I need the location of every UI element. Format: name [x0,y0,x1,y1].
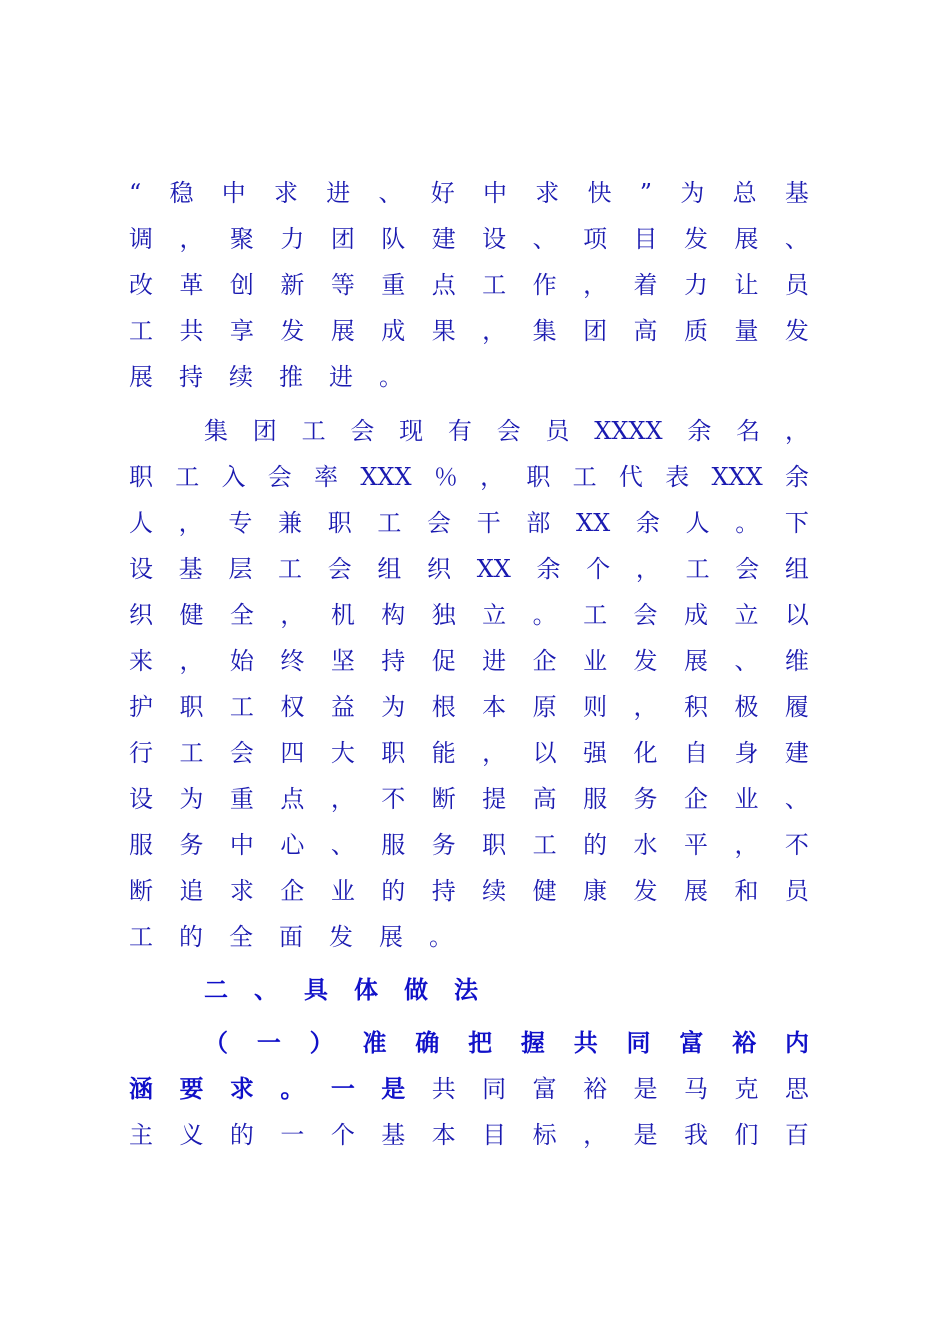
glyph: 新 [280,271,305,299]
glyph: 、 [532,225,557,253]
glyph: 思 [784,1075,809,1103]
glyph: 创 [229,271,254,299]
glyph: 下 [784,509,809,537]
glyph: 行 [129,739,153,767]
glyph: 一 [280,1121,305,1149]
glyph: 基 [381,1121,406,1149]
glyph: 内 [784,1028,809,1057]
glyph: 化 [633,739,658,767]
glyph: 。 [735,509,760,537]
glyph: 始 [229,647,254,675]
glyph: 展 [683,877,708,905]
subsection-line-2 [129,1066,809,1112]
glyph: 点 [280,785,305,813]
glyph: 。 [280,1074,305,1103]
glyph: 中 [229,831,254,859]
glyph: 层 [228,555,253,583]
glyph: 总 [732,179,757,207]
glyph: ， [480,463,505,491]
glyph: ， [633,693,658,721]
glyph: 为 [680,179,705,207]
glyph: 、 [734,647,759,675]
glyph: 以 [532,739,557,767]
glyph: 革 [179,271,204,299]
glyph: 着 [633,271,658,299]
glyph: ， [179,225,204,253]
glyph: 专 [228,509,253,537]
glyph: 会 [350,417,375,445]
glyph: 发 [683,225,708,253]
glyph: 发 [633,877,658,905]
glyph: 工 [229,693,254,721]
glyph: 发 [784,317,809,345]
glyph: 立 [482,601,507,629]
glyph: 会 [427,509,452,537]
paragraph2-line-1 [204,408,809,454]
glyph: 务 [431,831,456,859]
glyph: 克 [734,1075,759,1103]
glyph: 职 [327,509,352,537]
glyph: 终 [280,647,305,675]
glyph: 职 [129,463,153,491]
glyph: 要 [179,1074,204,1103]
glyph: 断 [431,785,456,813]
glyph: 织 [129,601,153,629]
glyph: 进 [482,647,507,675]
glyph: 员 [784,271,809,299]
glyph: 干 [476,509,501,537]
glyph: ， [179,647,204,675]
glyph: 、 [330,831,355,859]
glyph: ％ [433,463,458,491]
glyph: 心 [280,831,305,859]
paragraph2-line-2 [129,454,809,500]
paragraph2-line-10 [129,822,809,868]
glyph: 自 [683,739,708,767]
glyph: 工 [482,271,507,299]
glyph: 提 [482,785,507,813]
glyph: 聚 [229,225,254,253]
glyph: 工 [278,555,303,583]
glyph: 点 [431,271,456,299]
glyph: 进 [326,179,351,207]
glyph: 为 [381,693,406,721]
glyph: 个 [586,555,611,583]
section-heading: 二、具体做法 [204,975,504,1004]
glyph: 果 [431,317,456,345]
glyph: ， [330,785,355,813]
glyph: 一 [256,1028,281,1057]
glyph: 个 [330,1121,355,1149]
glyph: 企 [532,647,557,675]
glyph: 量 [734,317,759,345]
glyph: 设 [129,785,153,813]
glyph: 建 [431,225,456,253]
glyph: 重 [229,785,254,813]
glyph: 的 [381,877,406,905]
glyph: XX [476,555,511,583]
glyph: 表 [665,463,690,491]
paragraph1-line-4 [129,308,809,354]
glyph: XXX [711,463,763,491]
glyph: 独 [431,601,456,629]
paragraph1-line-1 [129,170,809,216]
glyph: 本 [431,1121,456,1149]
glyph: 根 [431,693,456,721]
glyph: 组 [784,555,809,583]
glyph: 求 [229,1074,254,1103]
glyph: 企 [683,785,708,813]
glyph: 力 [683,271,708,299]
glyph: 展 [330,317,355,345]
glyph: 康 [583,877,608,905]
glyph: 高 [633,317,658,345]
glyph: 务 [179,831,204,859]
glyph: 目 [633,225,658,253]
glyph: 职 [526,463,551,491]
glyph: 组 [377,555,402,583]
glyph: 极 [734,693,759,721]
glyph: 工 [301,417,326,445]
glyph: 中 [221,179,246,207]
glyph: 中 [483,179,508,207]
glyph: 稳 [169,179,194,207]
glyph: ， [583,1121,608,1149]
glyph: 以 [784,601,809,629]
glyph: 集 [204,417,228,445]
paragraph2-line-7 [129,684,809,730]
glyph: 设 [482,225,507,253]
glyph: 基 [178,555,203,583]
glyph: 集 [532,317,557,345]
glyph: 是 [633,1121,658,1149]
glyph: 设 [129,555,153,583]
glyph: 现 [399,417,424,445]
glyph: 服 [129,831,153,859]
glyph: 企 [280,877,305,905]
glyph: 基 [784,179,809,207]
glyph: 团 [583,317,608,345]
glyph: 益 [330,693,355,721]
glyph: 把 [468,1028,493,1057]
glyph: 作 [532,271,557,299]
glyph: 余 [536,555,561,583]
glyph: 员 [545,417,570,445]
glyph: 质 [683,317,708,345]
glyph: 会 [267,463,292,491]
glyph: 富 [532,1075,557,1103]
glyph: 有 [447,417,472,445]
glyph: 展 [683,647,708,675]
glyph: 富 [679,1028,704,1057]
glyph: 工 [583,601,608,629]
glyph: 积 [683,693,708,721]
glyph: 断 [129,877,153,905]
glyph: 涵 [129,1074,153,1103]
glyph: XXX [360,463,412,491]
glyph: 职 [482,831,507,859]
glyph: 让 [734,271,759,299]
glyph: 业 [734,785,759,813]
glyph: 四 [280,739,305,767]
glyph: 续 [482,877,507,905]
glyph: 名 [736,417,761,445]
glyph: 握 [520,1028,545,1057]
glyph: 业 [583,647,608,675]
glyph: 余 [687,417,712,445]
glyph: 项 [583,225,608,253]
glyph: 持 [431,877,456,905]
glyph: 改 [129,271,153,299]
glyph: 余 [784,463,809,491]
glyph: 会 [735,555,760,583]
glyph: 职 [381,739,406,767]
glyph: 代 [618,463,643,491]
glyph: 工 [572,463,597,491]
glyph: 发 [280,317,305,345]
glyph: 本 [482,693,507,721]
glyph: 义 [179,1121,204,1149]
glyph: 我 [683,1121,708,1149]
glyph: 百 [784,1121,809,1149]
glyph: 不 [381,785,406,813]
glyph: 快 [587,179,612,207]
subsection-heading-line [204,1020,809,1066]
glyph: 健 [179,601,204,629]
glyph: 和 [734,877,759,905]
glyph: 共 [573,1028,598,1057]
glyph: 坚 [330,647,355,675]
glyph: 工 [179,739,204,767]
glyph: ， [178,509,203,537]
paragraph2-line-6 [129,638,809,684]
glyph: 立 [734,601,759,629]
glyph: 会 [496,417,521,445]
glyph: 平 [683,831,708,859]
glyph: 等 [330,271,355,299]
glyph: 成 [683,601,708,629]
paragraph2-line-5 [129,592,809,638]
glyph: ， [635,555,660,583]
glyph: ， [734,831,759,859]
glyph: 服 [583,785,608,813]
glyph: 重 [381,271,406,299]
glyph: 强 [583,739,608,767]
paragraph2-line-8 [129,730,809,776]
glyph: 同 [626,1028,651,1057]
glyph: 入 [221,463,246,491]
glyph: ， [784,417,809,445]
glyph: 部 [526,509,551,537]
glyph: 水 [633,831,658,859]
glyph: 团 [330,225,355,253]
glyph: 率 [314,463,339,491]
glyph: 健 [532,877,557,905]
glyph: 裕 [583,1075,608,1103]
glyph: 工 [129,317,153,345]
glyph: 同 [482,1075,507,1103]
glyph: 工 [685,555,710,583]
glyph: 服 [381,831,406,859]
glyph: 标 [532,1121,557,1149]
glyph: 业 [330,877,355,905]
glyph: 一 [330,1074,355,1103]
glyph: 兼 [278,509,303,537]
glyph: 人 [129,509,153,537]
glyph: 调 [129,225,153,253]
glyph: 持 [381,647,406,675]
glyph: 为 [179,785,204,813]
glyph: 促 [431,647,456,675]
subsection-line-3 [129,1112,809,1158]
glyph: 织 [427,555,452,583]
glyph: 权 [280,693,305,721]
glyph: “ [129,179,142,207]
glyph: 享 [229,317,254,345]
glyph: 能 [431,739,456,767]
glyph: 余 [635,509,660,537]
glyph: 共 [431,1075,456,1103]
glyph: 员 [784,877,809,905]
glyph: 求 [229,877,254,905]
glyph: 大 [330,739,355,767]
glyph: XX [576,509,611,537]
glyph: 成 [381,317,406,345]
paragraph1-line-2 [129,216,809,262]
glyph: 、 [378,179,403,207]
glyph: （ [204,1028,228,1057]
paragraph2-line-9 [129,776,809,822]
glyph: 是 [633,1075,658,1103]
glyph: 确 [415,1028,440,1057]
glyph: 马 [683,1075,708,1103]
glyph: 职 [179,693,204,721]
paragraph1-line-3 [129,262,809,308]
glyph: 是 [381,1074,406,1103]
glyph: 原 [532,693,557,721]
glyph: 、 [784,225,809,253]
glyph: 。 [532,601,557,629]
glyph: 护 [129,693,153,721]
glyph: 工 [532,831,557,859]
glyph: 目 [482,1121,507,1149]
glyph: ， [583,271,608,299]
glyph: 维 [784,647,809,675]
glyph: 求 [535,179,560,207]
glyph: 队 [381,225,406,253]
glyph: 主 [129,1121,153,1149]
glyph: 的 [229,1121,254,1149]
paragraph2-line-11 [129,868,809,914]
glyph: 会 [327,555,352,583]
glyph: 身 [734,739,759,767]
glyph: 裕 [732,1028,757,1057]
glyph: ） [309,1028,334,1057]
glyph: 全 [229,601,254,629]
glyph: 团 [252,417,277,445]
glyph: 建 [784,739,809,767]
glyph: ， [482,317,507,345]
glyph: 力 [280,225,305,253]
glyph: ， [280,601,305,629]
glyph: 准 [362,1028,387,1057]
glyph: 会 [633,601,658,629]
paragraph1-line-5: 展持续推进。 [129,363,429,391]
glyph: 追 [179,877,204,905]
glyph: 履 [784,693,809,721]
glyph: 工 [377,509,402,537]
paragraph2-line-4 [129,546,809,592]
glyph: 们 [734,1121,759,1149]
glyph: 机 [330,601,355,629]
glyph: 务 [633,785,658,813]
glyph: 、 [784,785,809,813]
glyph: 高 [532,785,557,813]
glyph: 人 [685,509,710,537]
paragraph2-line-12: 工的全面发展。 [129,923,479,951]
glyph: 展 [734,225,759,253]
glyph: 会 [229,739,254,767]
glyph: 不 [784,831,809,859]
glyph: 来 [129,647,153,675]
glyph: 工 [175,463,200,491]
glyph: ” [639,179,653,207]
glyph: 共 [179,317,204,345]
glyph: 则 [583,693,608,721]
glyph: 构 [381,601,406,629]
glyph: 的 [583,831,608,859]
glyph: 求 [274,179,299,207]
glyph: XXXX [594,417,663,445]
paragraph2-line-3 [129,500,809,546]
glyph: 发 [633,647,658,675]
glyph: 好 [430,179,455,207]
glyph: ， [482,739,507,767]
